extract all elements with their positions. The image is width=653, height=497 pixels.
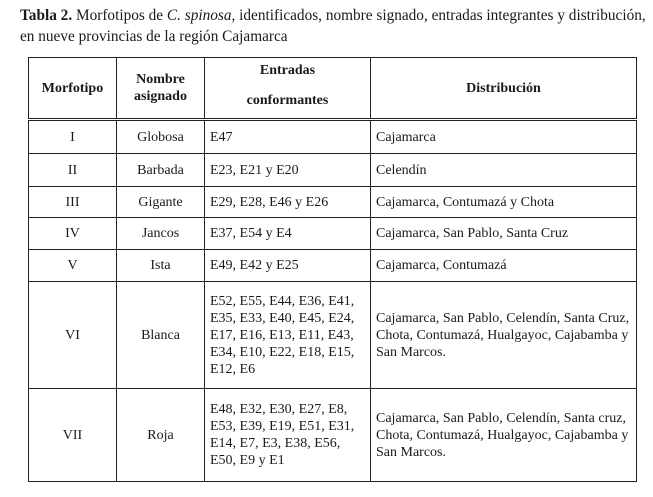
header-distribucion: Distribución [371, 58, 637, 120]
caption-label: Tabla 2. [20, 7, 73, 24]
cell-entradas: E47 [205, 120, 371, 154]
table-row [29, 282, 637, 389]
header-nombre-line2: asignado [134, 89, 187, 104]
table-row [29, 250, 637, 282]
cell-entradas: E23, E21 y E20 [205, 154, 371, 187]
caption-species: C. spinosa [166, 7, 232, 24]
cell-morfotipo: III [29, 187, 117, 218]
header-nombre-line1: Nombre [136, 72, 185, 87]
cell-distribucion: Cajamarca, Contumazá [371, 250, 637, 282]
cell-distribucion: Celendín [371, 154, 637, 187]
table-row [29, 218, 637, 250]
cell-entradas: E52, E55, E44, E36, E41, E35, E33, E40, E45, E24, E17, E16, E13, E11, E43, E34, E10, E22, E18, E15, E12, E6 [205, 282, 371, 389]
table-row [29, 120, 637, 154]
cell-nombre: Barbada [117, 154, 205, 187]
header-entradas [205, 58, 371, 120]
cell-distribucion: Cajamarca [371, 120, 637, 154]
cell-distribucion: Cajamarca, San Pablo, Santa Cruz [371, 218, 637, 250]
cell-nombre: Roja [117, 389, 205, 482]
caption-text-before: Morfotipos de [72, 7, 167, 24]
header-row [29, 58, 637, 120]
cell-nombre: Jancos [117, 218, 205, 250]
table-row [29, 154, 637, 187]
cell-nombre: Gigante [117, 187, 205, 218]
cell-distribucion: Cajamarca, Contumazá y Chota [371, 187, 637, 218]
cell-entradas: E48, E32, E30, E27, E8, E53, E39, E19, E51, E31, E14, E7, E3, E38, E56, E50, E9 y E1 [205, 389, 371, 482]
cell-morfotipo: V [29, 250, 117, 282]
cell-nombre: Ista [117, 250, 205, 282]
cell-morfotipo: II [29, 154, 117, 187]
cell-morfotipo: VI [29, 282, 117, 389]
header-morfotipo: Morfotipo [29, 58, 117, 120]
table-row [29, 187, 637, 218]
table-row [29, 389, 637, 482]
cell-distribucion: Cajamarca, San Pablo, Celendín, Santa Cruz, Chota, Contumazá, Hualgayoc, Cajabamba y San Marcos. [371, 282, 637, 389]
cell-nombre: Globosa [117, 120, 205, 154]
caption-text-after: , identificados, nombre signado, entradas integrantes y distribución, en nueve provincias de la región Cajamarca [20, 7, 646, 45]
cell-morfotipo: I [29, 120, 117, 154]
cell-entradas: E37, E54 y E4 [205, 218, 371, 250]
cell-nombre: Blanca [117, 282, 205, 389]
table-caption [20, 5, 650, 47]
cell-morfotipo: IV [29, 218, 117, 250]
cell-morfotipo: VII [29, 389, 117, 482]
cell-distribucion: Cajamarca, San Pablo, Celendín, Santa cruz, Chota, Contumazá, Hualgayoc, Cajabamba y San Marcos. [371, 389, 637, 482]
header-entradas-line2: conformantes [246, 93, 329, 108]
morfotipos-table [28, 57, 637, 482]
cell-entradas: E29, E28, E46 y E26 [205, 187, 371, 218]
header-entradas-line1: Entradas [259, 63, 316, 78]
cell-entradas: E49, E42 y E25 [205, 250, 371, 282]
header-nombre [117, 58, 205, 120]
